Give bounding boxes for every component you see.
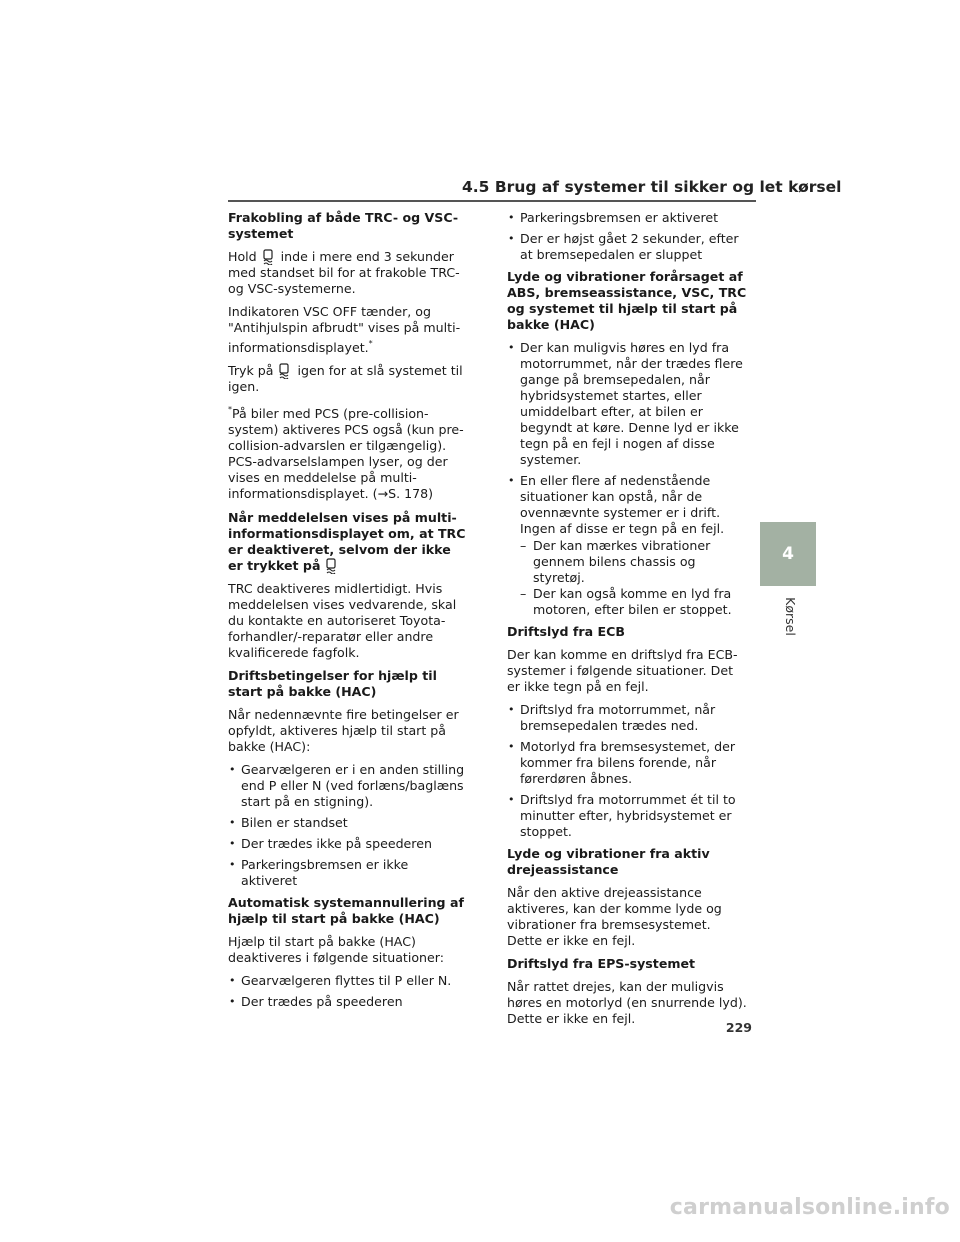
sub-list-item: – Der kan også komme en lyd fra motoren, efter bilen er stoppet.: [520, 586, 747, 618]
hac-conditions-list: [228, 762, 468, 889]
heading-ecb-sound: Driftslyd fra ECB: [507, 624, 625, 639]
press-again-text-rest: igen for at slå systemet til igen.: [228, 363, 463, 394]
heading-hac-conditions: Driftsbetingelser for hjælp til start på bakke (HAC): [228, 668, 437, 699]
heading-message-shown: [228, 510, 468, 574]
hold-text-rest: inde i mere end 3 sekunder med standset bil for at frakoble TRC- og VSC-systemerne.: [228, 249, 460, 296]
paragraph-hac-cancel: Hjælp til start på bakke (HAC) deaktiveres i følgende situationer:: [228, 934, 444, 965]
sub-list: [520, 538, 747, 618]
list-item: • Der trædes ikke på speederen: [228, 836, 468, 852]
page-number: 229: [725, 1020, 752, 1035]
chapter-number: 4: [782, 544, 794, 564]
list-item: • Gearvælgeren flyttes til P eller N.: [228, 973, 468, 989]
paragraph-active-cornering: Når den aktive drejeassistance aktiveres, kan der komme lyde og vibrationer fra bremsesystemet. Dette er ikke en fejl.: [507, 885, 722, 948]
indicator-text: Indikatoren VSC OFF tænder, og "Antihjulspin afbrudt" vises på multi-informationsdisplayet.: [228, 304, 461, 355]
hac-cancel-list: [228, 973, 468, 1010]
chapter-label-text: Kørsel: [782, 596, 798, 636]
paragraph-hac-intro: Når nedennævnte fire betingelser er opfyldt, aktiveres hjælp til start på bakke (HAC):: [228, 707, 459, 754]
heading-active-cornering: Lyde og vibrationer fra aktiv drejeassistance: [507, 846, 710, 877]
heading-eps-sound: Driftslyd fra EPS-systemet: [507, 956, 696, 971]
list-item: • Parkeringsbremsen er ikke aktiveret: [228, 857, 468, 889]
hac-cancel-list-continued: [507, 210, 747, 263]
heading-sounds-vibrations: Lyde og vibrationer forårsaget af ABS, bremseassistance, VSC, TRC og systemet til hjælp til start på bakke (HAC): [507, 269, 747, 332]
list-item: • Der kan muligvis høres en lyd fra motorrummet, når der trædes flere gange på bremsepedalen, når hybridsystemet startes, eller umiddelbart efter, at bilen er begyndt at køre. Denne lyd er ikke tegn på en fejl i nogen af disse systemer.: [507, 340, 747, 468]
vsc-off-switch-icon: [261, 249, 275, 265]
section-header: 4.5 Brug af systemer til sikker og let kørsel: [462, 178, 842, 196]
vsc-off-switch-icon: [277, 363, 291, 379]
hold-text: Hold: [228, 249, 257, 264]
right-column: [507, 210, 747, 1034]
list-item: • Gearvælgeren er i en anden stilling end P eller N (ved forlæns/baglæns start på en stigning).: [228, 762, 468, 810]
watermark: carmanualsonline.info: [669, 1195, 950, 1220]
list-item-text: En eller flere af nedenstående situationer kan opstå, når de ovennævnte systemer er i drift. Ingen af disse er tegn på en fejl.: [520, 473, 725, 536]
header-rule: [228, 200, 756, 202]
chapter-label: [780, 586, 800, 646]
paragraph-press-again: [228, 363, 468, 395]
list-item: • Motorlyd fra bremsesystemet, der kommer fra bilens forende, når førerdøren åbnes.: [507, 739, 747, 787]
footnote-text: På biler med PCS (pre-collision-system) aktiveres PCS også (kun pre-collision-advarslen er tilgængelig). PCS-advarselslampen lyser, og der vises en meddelelse på multi-informationsdisplayet. (→S. 178): [228, 406, 464, 501]
list-item: • Driftslyd fra motorrummet ét til to minutter efter, hybridsystemet er stoppet.: [507, 792, 747, 840]
list-item: • Bilen er standset: [228, 815, 468, 831]
ecb-list: [507, 702, 747, 840]
chapter-tab: [760, 522, 816, 586]
press-again-text: Tryk på: [228, 363, 274, 378]
vsc-off-switch-icon: [324, 558, 338, 574]
footnote: [228, 402, 468, 502]
paragraph-eps: Når rattet drejes, kan der muligvis høres en motorlyd (en snurrende lyd). Dette er ikke en fejl.: [507, 979, 747, 1026]
footnote-marker: *: [228, 405, 232, 414]
heading-message-text: Når meddelelsen vises på multi-informationsdisplayet om, at TRC er deaktiveret, selvom der ikke er trykket på: [228, 510, 466, 573]
footnote-marker: *: [368, 339, 373, 348]
left-column: [228, 210, 468, 1016]
paragraph-hold-button: [228, 249, 468, 297]
paragraph-indicator: [228, 304, 468, 356]
list-item: • Der er højst gået 2 sekunder, efter at bremsepedalen er sluppet: [507, 231, 747, 263]
paragraph-ecb: Der kan komme en driftslyd fra ECB-systemer i følgende situationer. Det er ikke tegn på en fejl.: [507, 647, 738, 694]
sub-list-item: – Der kan mærkes vibrationer gennem bilens chassis og styretøj.: [520, 538, 747, 586]
sounds-list: [507, 340, 747, 618]
heading-hac-cancel: Automatisk systemannullering af hjælp til start på bakke (HAC): [228, 895, 464, 926]
paragraph-trc-temporary: TRC deaktiveres midlertidigt. Hvis meddelelsen vises vedvarende, skal du kontakte en autoriseret Toyota-forhandler/-reparatør eller andre kvalificerede fagfolk.: [228, 581, 457, 660]
list-item: • Der trædes på speederen: [228, 994, 468, 1010]
list-item: [507, 473, 747, 618]
heading-disable-trc-vsc: Frakobling af både TRC- og VSC-systemet: [228, 210, 459, 241]
list-item: • Parkeringsbremsen er aktiveret: [507, 210, 747, 226]
list-item: • Driftslyd fra motorrummet, når bremsepedalen trædes ned.: [507, 702, 747, 734]
